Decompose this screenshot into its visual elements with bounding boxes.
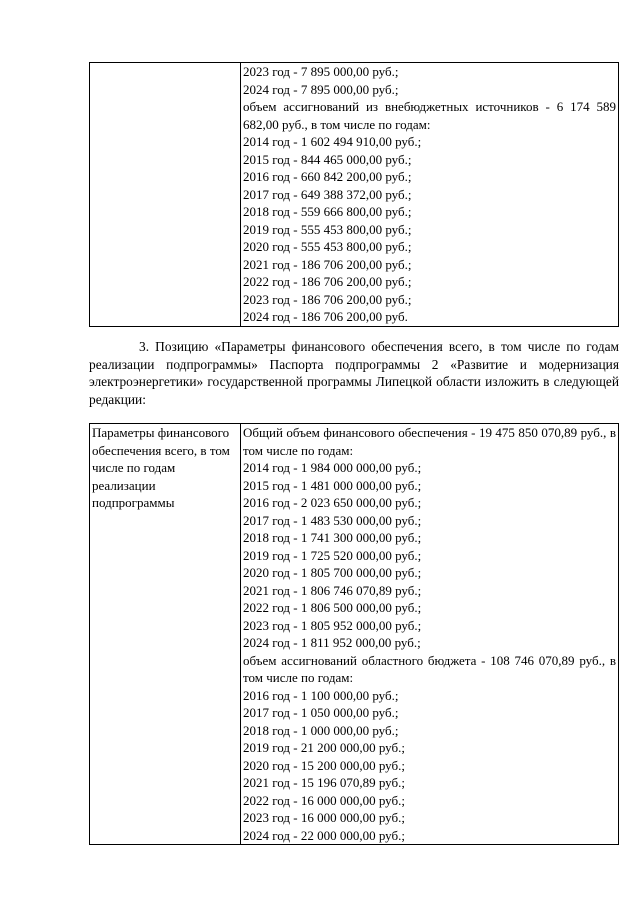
year-line: 2019 год - 555 453 800,00 руб.; <box>243 221 412 237</box>
year-line: 2021 год - 186 706 200,00 руб.; <box>243 256 412 272</box>
year-line: 2017 год - 649 388 372,00 руб.; <box>243 186 412 202</box>
subprogram-funding-table <box>89 423 619 845</box>
year-line: 2018 год - 1 741 300 000,00 руб.; <box>243 530 422 545</box>
year-line: 2021 год - 1 806 746 070,89 руб.; <box>243 582 422 598</box>
empty-label-cell <box>90 63 241 327</box>
year-line: 2023 год - 7 895 000,00 руб.; <box>243 64 399 79</box>
year-line: 2020 год - 1 805 700 000,00 руб.; <box>243 565 422 580</box>
continued-funding-table <box>89 62 619 327</box>
regional-budget-heading: объем ассигнований областного бюджета - 108 746 070,89 руб., в том числе по годам: <box>243 652 616 685</box>
funding-values-cell <box>241 424 619 845</box>
year-line: 2023 год - 186 706 200,00 руб.; <box>243 291 412 307</box>
year-line: 2023 год - 16 000 000,00 руб.; <box>243 810 405 825</box>
year-line: 2020 год - 15 200 000,00 руб.; <box>243 757 405 773</box>
amendment-paragraph: 3. Позицию «Параметры финансового обеспечения всего, в том числе по годам реализации подпрограммы» Паспорта подпрограммы 2 «Развитие и модернизация электроэнергетики» государственной программы Липецкой области изложить в следующей редакции: <box>89 339 619 407</box>
year-line: 2021 год - 15 196 070,89 руб.; <box>243 775 405 790</box>
year-line: 2019 год - 1 725 520 000,00 руб.; <box>243 547 422 563</box>
funding-values-cell <box>241 63 619 327</box>
year-line: 2019 год - 21 200 000,00 руб.; <box>243 740 405 755</box>
year-line: 2016 год - 2 023 650 000,00 руб.; <box>243 495 422 510</box>
table-row <box>90 424 619 845</box>
year-line: 2022 год - 186 706 200,00 руб.; <box>243 274 412 289</box>
year-line: 2015 год - 1 481 000 000,00 руб.; <box>243 477 422 493</box>
year-line: 2018 год - 559 666 800,00 руб.; <box>243 204 412 219</box>
year-line: 2017 год - 1 483 530 000,00 руб.; <box>243 512 422 528</box>
year-line: 2016 год - 1 100 000,00 руб.; <box>243 687 399 703</box>
year-line: 2017 год - 1 050 000,00 руб.; <box>243 705 399 720</box>
year-line: 2024 год - 22 000 000,00 руб.; <box>243 827 405 843</box>
year-line: 2018 год - 1 000 000,00 руб.; <box>243 722 399 738</box>
parameters-label-cell <box>90 424 241 845</box>
year-line: 2023 год - 1 805 952 000,00 руб.; <box>243 617 422 633</box>
year-line: 2020 год - 555 453 800,00 руб.; <box>243 239 412 254</box>
year-line: 2022 год - 1 806 500 000,00 руб.; <box>243 600 422 615</box>
extrabudgetary-heading: объем ассигнований из внебюджетных источников - 6 174 589 682,00 руб., в том числе по годам: <box>243 99 616 132</box>
year-line: 2016 год - 660 842 200,00 руб.; <box>243 169 412 184</box>
year-line: 2024 год - 186 706 200,00 руб. <box>243 309 408 324</box>
year-line: 2024 год - 1 811 952 000,00 руб.; <box>243 635 421 650</box>
table-row <box>90 63 619 327</box>
year-line: 2024 год - 7 895 000,00 руб.; <box>243 81 399 97</box>
year-line: 2014 год - 1 984 000 000,00 руб.; <box>243 460 422 475</box>
year-line: 2015 год - 844 465 000,00 руб.; <box>243 151 412 167</box>
year-line: 2014 год - 1 602 494 910,00 руб.; <box>243 134 422 149</box>
year-line: 2022 год - 16 000 000,00 руб.; <box>243 792 405 808</box>
parameters-label: Параметры финансового обеспечения всего, в том числе по годам реализации подпрограммы <box>92 425 230 510</box>
total-funding-heading: Общий объем финансового обеспечения - 19 475 850 070,89 руб., в том числе по годам: <box>243 425 616 458</box>
